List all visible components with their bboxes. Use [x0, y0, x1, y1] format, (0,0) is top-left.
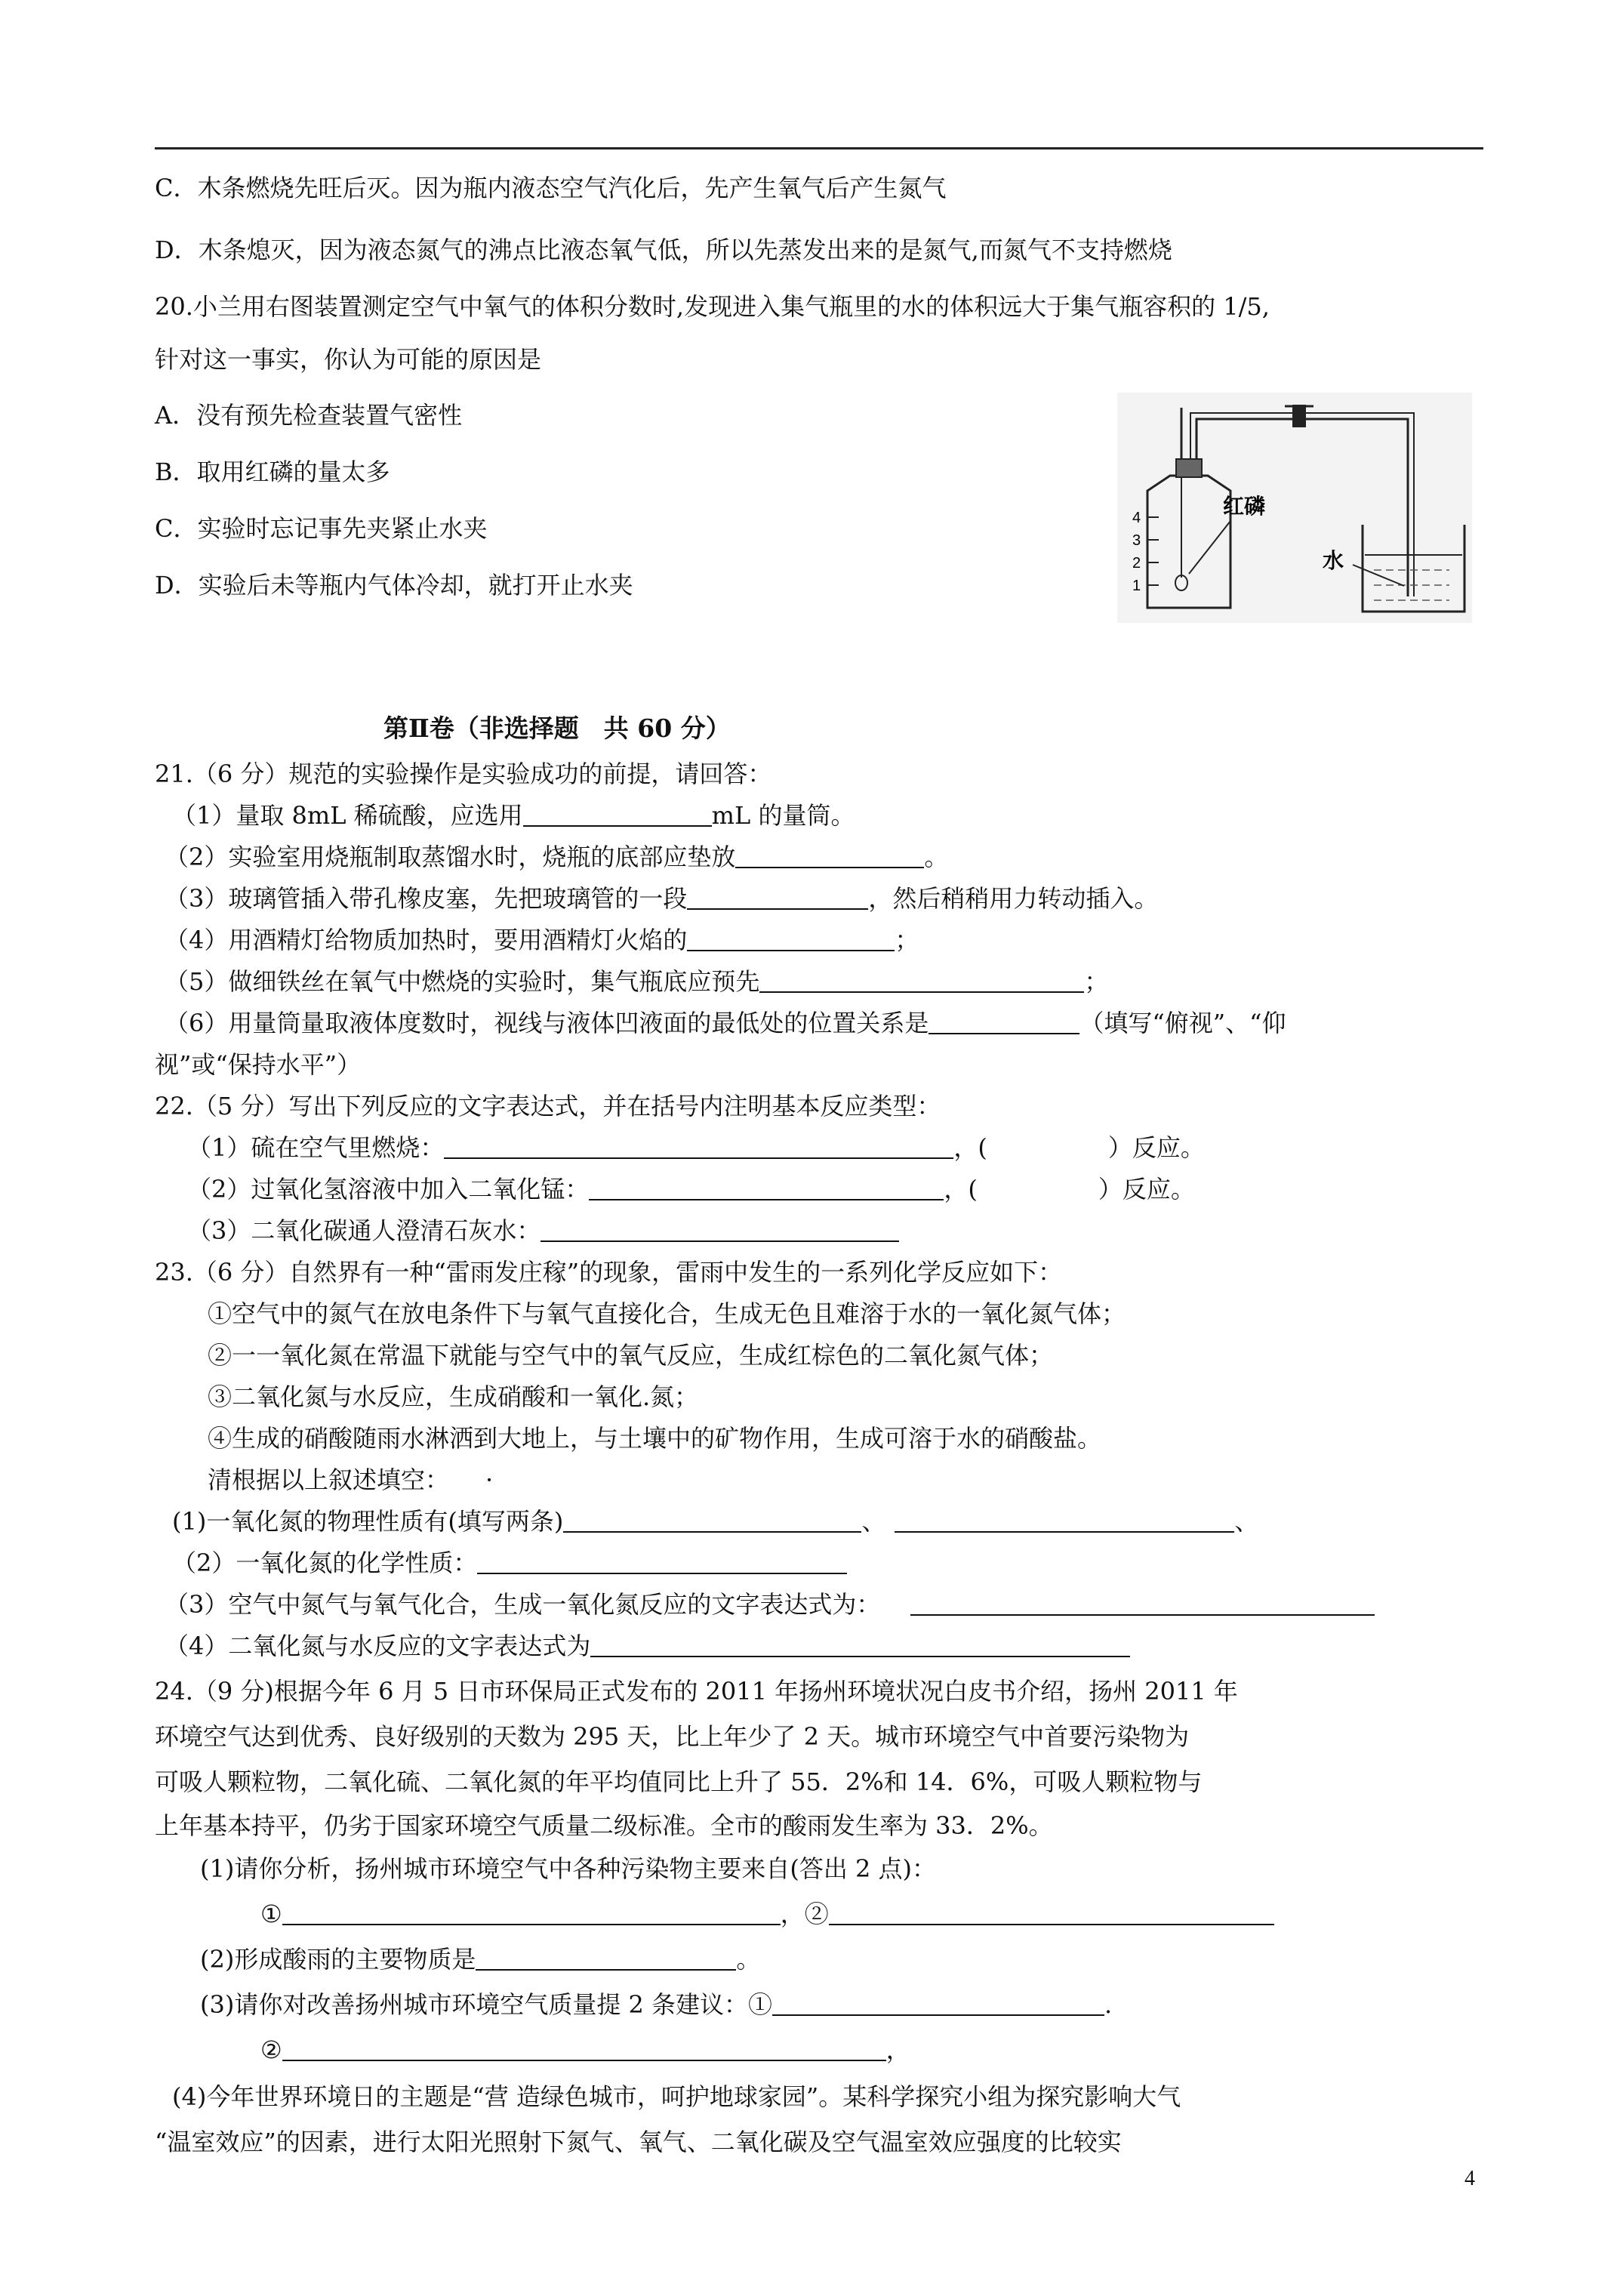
q20-option-d: D．实验后未等瓶内气体冷却，就打开止水夹	[155, 571, 633, 599]
q24-part-4-line1: (4)今年世界环境日的主题是“营 造绿色城市，呵护地球家园”。某科学探究小组为探究影响大气	[172, 2082, 1181, 2111]
q22-part-3: （3）二氧化碳通人澄清石灰水：	[187, 1216, 899, 1246]
q24-part-1: (1)请你分析，扬州城市环境空气中各种污染物主要来自(答出 2 点)：	[200, 1854, 937, 1883]
q19-option-c: C．木条燃烧先旺后灭。因为瓶内液态空气汽化后，先产生氧气后产生氮气	[155, 174, 947, 202]
q20-stem-line1: 20.小兰用右图装置测定空气中氧气的体积分数时,发现进入集气瓶里的水的体积远大于集气瓶容积的 1/5,	[155, 292, 1270, 321]
q23-part-3: （3）空气中氮气与氧气化合，生成一氧化氮反应的文字表达式为：	[165, 1589, 1375, 1620]
q23-statement-3: ③二氧化氮与水反应，生成硝酸和一氧化.氮；	[208, 1382, 699, 1411]
answer-blank[interactable]	[282, 2037, 886, 2061]
scale-mark-1: 1	[1132, 578, 1141, 594]
water-clamp	[1292, 405, 1306, 427]
q21-stem: 21.（6 分）规范的实验操作是实验成功的前提，请回答：	[155, 760, 772, 788]
answer-blank[interactable]	[476, 1946, 736, 1971]
answer-blank[interactable]	[563, 1509, 861, 1533]
q21-part-2: （2）实验室用烧瓶制取蒸馏水时，烧瓶的底部应垫放 。	[165, 843, 949, 871]
answer-blank[interactable]	[929, 1010, 1079, 1034]
q22-part-1: （1）硫在空气里燃烧： ，( ）反应。	[187, 1133, 1205, 1162]
q24-para-line3: 可吸人颗粒物，二氧化硫、二氧化氮的年平均值同比上升了 55．2%和 14．6%，可吸人颗粒物与	[155, 1767, 1203, 1796]
q21-part-3: （3）玻璃管插入带孔橡皮塞，先把玻璃管的一段 ，然后稍稍用力转动插入。	[165, 884, 1159, 913]
q23-part-1: (1)一氧化氮的物理性质有(填写两条) 、 、	[172, 1507, 1259, 1536]
answer-blank[interactable]	[735, 844, 924, 868]
q24-part-3-second: ② ，	[260, 2036, 910, 2064]
answer-blank[interactable]	[829, 1901, 1274, 1925]
q20-option-b: B．取用红磷的量太多	[155, 458, 390, 486]
q24-para-line2: 环境空气达到优秀、良好级别的天数为 295 天，比上年少了 2 天。城市环境空气中首要污染物为	[155, 1722, 1190, 1751]
rubber-stopper	[1176, 459, 1202, 477]
q20-option-c: C．实验时忘记事先夹紧止水夹	[155, 514, 488, 543]
section-2-title: 第Ⅱ卷（非选择题 共 60 分）	[383, 713, 731, 743]
label-water: 水	[1323, 548, 1344, 573]
q21-part-6-cont: 视”或“保持水平”）	[155, 1050, 362, 1079]
scale-mark-2: 2	[1132, 555, 1141, 572]
q23-instruction: 清根据以上叙述填空： ·	[208, 1465, 494, 1494]
answer-blank[interactable]	[910, 1592, 1375, 1616]
answer-blank[interactable]	[772, 1992, 1104, 2016]
q24-para-line4: 上年基本持平，仍劣于国家环境空气质量二级标准。全市的酸雨发生率为 33．2%。	[155, 1811, 1053, 1840]
answer-blank[interactable]	[540, 1218, 899, 1242]
q23-statement-4: ④生成的硝酸随雨水淋洒到大地上，与土壤中的矿物作用，生成可溶于水的硝酸盐。	[208, 1424, 1102, 1453]
q19-option-d: D．木条熄灭，因为液态氮气的沸点比液态氧气低，所以先蒸发出来的是氮气,而氮气不支持燃烧	[155, 236, 1172, 264]
answer-blank[interactable]	[687, 886, 868, 910]
q21-part-4: （4）用酒精灯给物质加热时，要用酒精灯火焰的 ；	[165, 926, 919, 954]
q21-part-1: （1）量取 8mL 稀硫酸，应选用 mL 的量筒。	[172, 801, 855, 830]
answer-blank[interactable]	[895, 1509, 1234, 1533]
q23-part-4: （4）二氧化氮与水反应的文字表达式为	[165, 1631, 1130, 1661]
q22-part-2: （2）过氧化氢溶液中加入二氧化锰： ，( ）反应。	[187, 1175, 1195, 1203]
q21-part-5: （5）做细铁丝在氧气中燃烧的实验时，集气瓶底应预先 ；	[165, 967, 1109, 996]
q24-part-3: (3)请你对改善扬州城市环境空气质量提 2 条建议：① .	[200, 1990, 1113, 2019]
q22-stem: 22.（5 分）写出下列反应的文字表达式，并在括号内注明基本反应类型：	[155, 1092, 941, 1120]
q23-statement-1: ①空气中的氮气在放电条件下与氧气直接化合，生成无色且难溶于水的一氧化氮气体；	[208, 1299, 1126, 1328]
answer-blank[interactable]	[759, 969, 1084, 993]
answer-blank[interactable]	[477, 1550, 847, 1574]
q24-part-2: (2)形成酸雨的主要物质是 。	[200, 1945, 761, 1974]
q23-part-2: （2）一氧化氮的化学性质：	[172, 1548, 847, 1578]
page-number: 4	[1464, 2167, 1475, 2190]
q20-option-a: A．没有预先检查装置气密性	[155, 401, 463, 430]
q24-part-1-answers: ① ，②	[260, 1899, 1274, 1929]
answer-blank[interactable]	[589, 1176, 944, 1200]
scale-mark-3: 3	[1132, 532, 1141, 549]
q23-stem: 23.（6 分）自然界有一种“雷雨发庄稼”的现象，雷雨中发生的一系列化学反应如下：	[155, 1258, 1063, 1287]
answer-blank[interactable]	[444, 1135, 953, 1159]
label-red-phosphorus: 红磷	[1223, 494, 1266, 519]
q20-stem-line2: 针对这一事实，你认为可能的原因是	[155, 345, 542, 374]
q21-part-6: （6）用量筒量取液体度数时，视线与液体凹液面的最低处的位置关系是 （填写“俯视”、“仰	[165, 1009, 1286, 1037]
q24-part-4-line2: “温室效应”的因素，进行太阳光照射下氮气、氧气、二氧化碳及空气温室效应强度的比较实	[155, 2128, 1122, 2156]
phosphorus-apparatus-figure	[1117, 393, 1472, 623]
q24-para-line1: 24.（9 分)根据今年 6 月 5 日市环保局正式发布的 2011 年扬州环境状况白皮书介绍，扬州 2011 年	[155, 1677, 1238, 1706]
answer-blank[interactable]	[687, 927, 895, 951]
header-rule	[155, 147, 1483, 149]
scale-mark-4: 4	[1132, 510, 1141, 526]
answer-blank[interactable]	[523, 803, 712, 827]
answer-blank[interactable]	[590, 1633, 1130, 1657]
q23-statement-2: ②一一氧化氮在常温下就能与空气中的氧气反应，生成红棕色的二氧化氮气体；	[208, 1341, 1054, 1370]
answer-blank[interactable]	[282, 1901, 781, 1925]
